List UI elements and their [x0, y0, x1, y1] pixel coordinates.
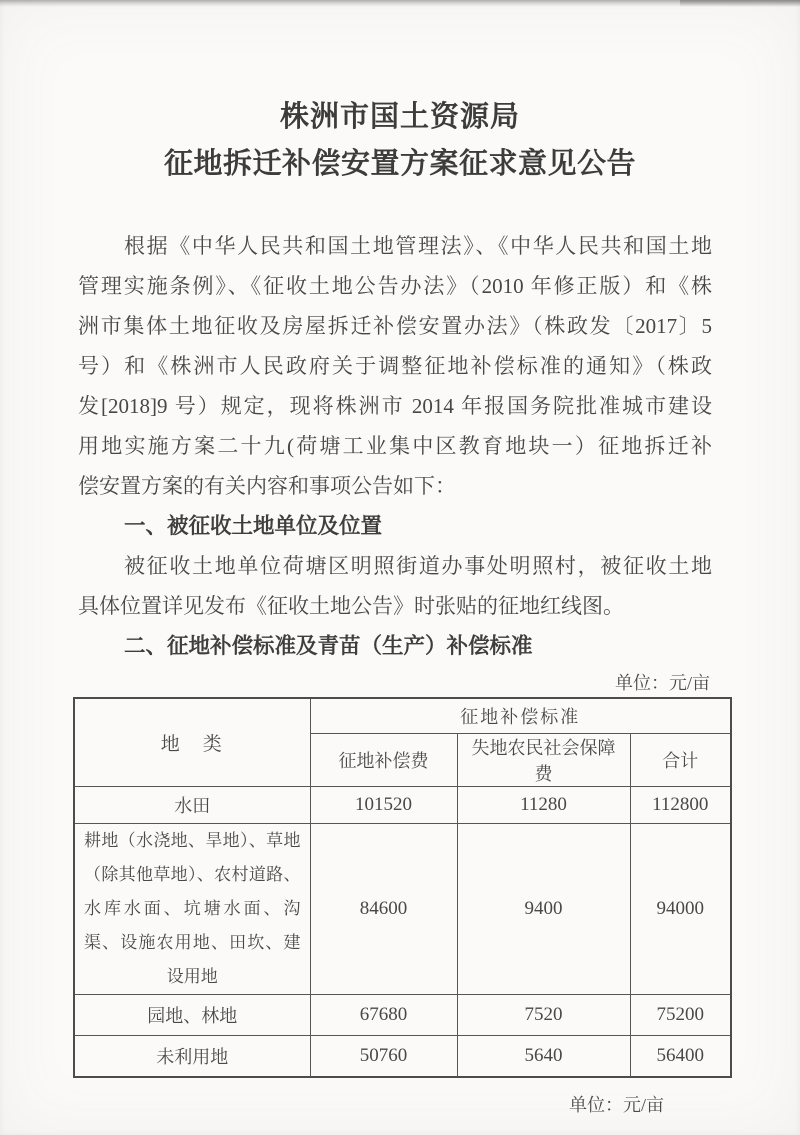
- intro-line: 管理实施条例》、《征收土地公告办法》（2010 年修正版）和《株: [78, 274, 712, 298]
- section-2-heading: 二、征地补偿标准及青苗（生产）补偿标准: [124, 634, 533, 658]
- table-header-row-group: [74, 698, 731, 734]
- intro-line: 根据《中华人民共和国土地管理法》、《中华人民共和国土地: [124, 234, 712, 258]
- total-cell: 112800: [630, 787, 731, 824]
- social-cell: 5640: [457, 1036, 630, 1078]
- intro-paragraph: [78, 226, 712, 506]
- compensation-table: [73, 697, 732, 1078]
- social-cell: 11280: [457, 787, 630, 824]
- unit-label-bottom: 单位：元/亩: [568, 1095, 664, 1115]
- land-type-cell: 园地、林地: [74, 995, 310, 1036]
- intro-line: 号）和《株洲市人民政府关于调整征地补偿标准的通知》（株政: [78, 354, 712, 378]
- table-header-total: 合计: [630, 734, 731, 787]
- section-1-paragraph: [78, 546, 712, 626]
- document-title-org: 株洲市国土资源局: [279, 101, 520, 133]
- fee-cell: 84600: [310, 824, 457, 995]
- intro-line: 洲市集体土地征收及房屋拆迁补偿安置办法》（株政发〔2017〕5: [78, 314, 712, 338]
- section-1-line: 被征收土地单位荷塘区明照街道办事处明照村，被征收土地: [124, 554, 712, 578]
- unit-label-top: 单位：元/亩: [614, 673, 710, 693]
- document-title-subject: 征地拆迁补偿安置方案征求意见公告: [163, 148, 636, 180]
- total-cell: 75200: [630, 995, 731, 1036]
- table-row-farmland: [74, 824, 731, 995]
- land-type-cell: 水田: [74, 787, 310, 824]
- land-type-cell: 未利用地: [74, 1036, 310, 1078]
- table-header-group: 征地补偿标准: [310, 698, 731, 734]
- intro-line: 偿安置方案的有关内容和事项公告如下：: [78, 474, 456, 498]
- fee-cell: 50760: [310, 1036, 457, 1078]
- social-cell: 7520: [457, 995, 630, 1036]
- table-header-social: 失地农民社会保障费: [457, 734, 630, 787]
- total-cell: 94000: [630, 824, 731, 995]
- section-1-heading: 一、被征收土地单位及位置: [124, 514, 383, 538]
- intro-line: 用地实施方案二十九(荷塘工业集中区教育地块一）征地拆迁补: [78, 434, 712, 458]
- section-1-line: 具体位置详见发布《征收土地公告》时张贴的征地红线图。: [78, 594, 624, 618]
- land-type-cell: 耕地（水浇地、旱地）、草地（除其他草地）、农村道路、水库水面、坑塘水面、沟渠、设施农用地、田坎、建设用地: [74, 824, 310, 995]
- scan-edge-artifact: [0, 0, 800, 7]
- fee-cell: 101520: [310, 787, 457, 824]
- document-body: [78, 226, 712, 1116]
- table-header-fee: 征地补偿费: [310, 734, 457, 787]
- table-header-land-type: 地 类: [74, 698, 310, 787]
- fee-cell: 67680: [310, 995, 457, 1036]
- document-header: [0, 94, 800, 188]
- table-row-unused: [74, 1036, 731, 1078]
- intro-line: 发[2018]9 号）规定，现将株洲市 2014 年报国务院批准城市建设: [78, 394, 712, 418]
- total-cell: 56400: [630, 1036, 731, 1078]
- table-row-orchard-forest: [74, 995, 731, 1036]
- social-cell: 9400: [457, 824, 630, 995]
- table-row-paddy: [74, 787, 731, 824]
